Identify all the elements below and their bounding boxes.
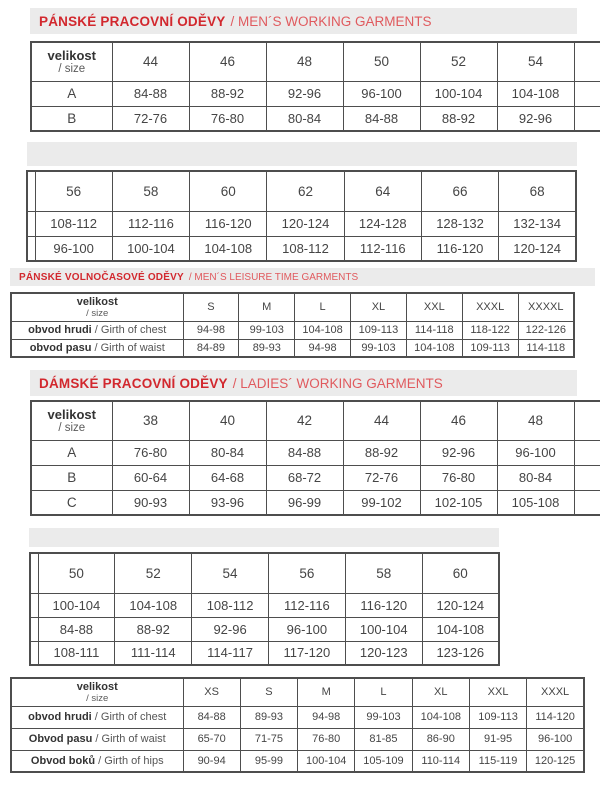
measurement-cell: 92-96 — [497, 106, 574, 131]
row-label-bold: obvod hrudi — [28, 711, 95, 723]
gray-spacer-bar-1 — [27, 142, 577, 166]
measurement-cell: 89-93 — [240, 706, 297, 728]
size-corner-cell — [31, 401, 112, 440]
size-column-header: XL — [351, 293, 407, 321]
table-header-row — [30, 553, 499, 593]
measurement-cell: 120-124 — [267, 211, 344, 236]
measurement-cell: 100-104 — [112, 236, 189, 261]
mens-working-sizes-table-2 — [26, 170, 577, 262]
size-column-header: XS — [183, 678, 240, 706]
size-column-header: 60 — [422, 553, 499, 593]
row-label-cell: B — [31, 465, 112, 490]
measurement-cell: 96-100 — [35, 236, 112, 261]
measurement-cell: 60-64 — [112, 465, 189, 490]
empty-cell — [30, 553, 38, 593]
table-data-row — [31, 81, 600, 106]
row-label-cell: B — [31, 106, 112, 131]
measurement-cell: 94-98 — [298, 706, 355, 728]
size-column-header: 50 — [343, 42, 420, 81]
ladies-working-sizes-table-2 — [29, 552, 500, 666]
measurement-cell: 96-100 — [343, 81, 420, 106]
empty-cell — [27, 236, 35, 261]
measurement-cell: 84-88 — [38, 617, 115, 641]
empty-cell — [27, 171, 35, 211]
measurement-cell: 76-80 — [298, 728, 355, 750]
size-column-header: 56 — [35, 171, 112, 211]
measurement-cell: 104-108 — [295, 321, 351, 339]
row-label-cell — [11, 728, 183, 750]
measurement-cell: 104-108 — [412, 706, 469, 728]
measurement-cell: 116-120 — [345, 593, 422, 617]
measurement-cell: 100-104 — [298, 750, 355, 772]
size-column-header: 44 — [343, 401, 420, 440]
table-data-row — [30, 593, 499, 617]
row-label-light: / Girth of hips — [98, 754, 164, 767]
gray-spacer-bar-2 — [29, 528, 499, 547]
size-column-header: 48 — [266, 42, 343, 81]
row-label-bold: obvod pasu — [29, 341, 95, 354]
ladies-working-sizes-table-2-grid — [29, 552, 500, 666]
size-column-header: XXXL — [527, 678, 584, 706]
empty-cell — [30, 617, 38, 641]
measurement-cell: 128-132 — [421, 211, 498, 236]
measurement-cell: 110-114 — [412, 750, 469, 772]
measurement-cell: 108-112 — [267, 236, 344, 261]
measurement-cell: 114-117 — [192, 641, 269, 665]
measurement-cell: 94-98 — [183, 321, 239, 339]
size-column-header: 52 — [420, 42, 497, 81]
row-label-cell: C — [31, 490, 112, 515]
size-column-header: XXXXL — [518, 293, 574, 321]
corner-label-bold: velikost — [76, 295, 118, 308]
mens-leisure-sizes-table-grid — [10, 292, 575, 358]
corner-label-bold: velikost — [47, 48, 96, 64]
size-column-header: 42 — [266, 401, 343, 440]
row-label-cell: A — [31, 81, 112, 106]
empty-cell — [574, 401, 600, 440]
table-data-row — [30, 641, 499, 665]
measurement-cell: 104-108 — [115, 593, 192, 617]
measurement-cell: 76-80 — [189, 106, 266, 131]
measurement-cell: 68-72 — [266, 465, 343, 490]
measurement-cell: 108-112 — [192, 593, 269, 617]
table-data-row — [31, 440, 600, 465]
empty-cell — [574, 106, 600, 131]
measurement-cell: 84-88 — [343, 106, 420, 131]
mens-working-sizes-table-1-grid — [30, 41, 600, 132]
row-label-cell — [11, 321, 183, 339]
corner-label-light: / size — [86, 692, 109, 704]
measurement-cell: 72-76 — [112, 106, 189, 131]
size-column-header: L — [355, 678, 412, 706]
measurement-cell: 112-116 — [344, 236, 421, 261]
measurement-cell: 117-120 — [268, 641, 345, 665]
table-header-row — [27, 171, 576, 211]
measurement-cell: 80-84 — [266, 106, 343, 131]
size-column-header: L — [295, 293, 351, 321]
measurement-cell: 99-103 — [355, 706, 412, 728]
empty-cell — [30, 593, 38, 617]
table-header-row — [31, 401, 600, 440]
measurement-cell: 123-126 — [422, 641, 499, 665]
measurement-cell: 89-93 — [239, 339, 295, 357]
measurement-cell: 76-80 — [420, 465, 497, 490]
size-column-header: S — [183, 293, 239, 321]
measurement-cell: 112-116 — [112, 211, 189, 236]
size-column-header: 54 — [497, 42, 574, 81]
size-column-header: M — [298, 678, 355, 706]
row-label-cell: A — [31, 440, 112, 465]
measurement-cell: 109-113 — [469, 706, 526, 728]
measurement-cell: 109-113 — [462, 339, 518, 357]
size-column-header: M — [239, 293, 295, 321]
ladies-working-title-bar — [30, 370, 577, 396]
row-label-cell — [11, 750, 183, 772]
corner-label-bold: velikost — [47, 407, 96, 423]
row-label-light: / Girth of chest — [94, 324, 167, 336]
measurement-cell: 84-88 — [266, 440, 343, 465]
measurement-cell: 88-92 — [343, 440, 420, 465]
row-label-light: / Girth of chest — [94, 711, 167, 723]
measurement-cell: 102-105 — [420, 490, 497, 515]
measurement-cell: 96-100 — [497, 440, 574, 465]
measurement-cell: 90-94 — [183, 750, 240, 772]
row-label-bold: obvod hrudi — [28, 324, 95, 336]
measurement-cell: 84-89 — [183, 339, 239, 357]
measurement-cell: 114-118 — [518, 339, 574, 357]
size-column-header: 50 — [38, 553, 115, 593]
mens-working-sizes-table-1 — [30, 41, 600, 132]
size-column-header: 60 — [190, 171, 267, 211]
measurement-cell: 112-116 — [268, 593, 345, 617]
measurement-cell: 76-80 — [112, 440, 189, 465]
measurement-cell: 80-84 — [189, 440, 266, 465]
measurement-cell: 92-96 — [266, 81, 343, 106]
measurement-cell: 115-119 — [469, 750, 526, 772]
size-column-header: 40 — [189, 401, 266, 440]
corner-label-light: / size — [58, 422, 86, 435]
measurement-cell: 120-125 — [527, 750, 584, 772]
size-column-header: 54 — [192, 553, 269, 593]
measurement-cell: 108-111 — [38, 641, 115, 665]
measurement-cell: 116-120 — [421, 236, 498, 261]
measurement-cell: 96-100 — [527, 728, 584, 750]
measurement-cell: 122-126 — [518, 321, 574, 339]
size-column-header: 66 — [421, 171, 498, 211]
ladies-working-sizes-table-1-grid — [30, 400, 600, 516]
size-column-header: 46 — [189, 42, 266, 81]
measurement-cell: 118-122 — [462, 321, 518, 339]
measurement-cell: 88-92 — [189, 81, 266, 106]
corner-label-light: / size — [86, 307, 109, 319]
measurement-cell: 96-100 — [268, 617, 345, 641]
ladies-working-sizes-table-1 — [30, 400, 600, 516]
row-label-cell — [11, 706, 183, 728]
size-column-header: 62 — [267, 171, 344, 211]
measurement-cell: 99-102 — [343, 490, 420, 515]
mens-leisure-title-english: / MEN´S LEISURE TIME GARMENTS — [188, 271, 359, 283]
mens-working-sizes-table-2-grid — [26, 170, 577, 262]
measurement-cell: 81-85 — [355, 728, 412, 750]
empty-cell — [27, 211, 35, 236]
ladies-working-title-english: / LADIES´ WORKING GARMENTS — [232, 375, 443, 391]
measurement-cell: 109-113 — [351, 321, 407, 339]
size-column-header: XXL — [469, 678, 526, 706]
table-data-row — [11, 321, 574, 339]
mens-leisure-title-czech: PÁNSKÉ VOLNOČASOVÉ ODĚVY — [19, 271, 184, 283]
ladies-working-title-czech: DÁMSKÉ PRACOVNÍ ODĚVY — [39, 375, 228, 391]
measurement-cell: 104-108 — [190, 236, 267, 261]
table-data-row — [30, 617, 499, 641]
measurement-cell: 86-90 — [412, 728, 469, 750]
measurement-cell: 92-96 — [420, 440, 497, 465]
measurement-cell: 88-92 — [420, 106, 497, 131]
table-data-row — [31, 465, 600, 490]
measurement-cell: 72-76 — [343, 465, 420, 490]
empty-cell — [574, 465, 600, 490]
row-label-light: / Girth of waist — [95, 733, 166, 745]
measurement-cell: 116-120 — [190, 211, 267, 236]
mens-working-title-czech: PÁNSKÉ PRACOVNÍ ODĚVY — [39, 13, 226, 29]
size-corner-cell — [31, 42, 112, 81]
size-corner-cell — [11, 293, 183, 321]
measurement-cell: 120-124 — [422, 593, 499, 617]
table-header-row — [11, 678, 584, 706]
empty-cell — [574, 490, 600, 515]
table-data-row — [27, 211, 576, 236]
measurement-cell: 91-95 — [469, 728, 526, 750]
table-header-row — [11, 293, 574, 321]
measurement-cell: 99-103 — [351, 339, 407, 357]
measurement-cell: 120-123 — [345, 641, 422, 665]
measurement-cell: 114-120 — [527, 706, 584, 728]
measurement-cell: 64-68 — [189, 465, 266, 490]
table-data-row — [11, 706, 584, 728]
measurement-cell: 105-109 — [355, 750, 412, 772]
measurement-cell: 111-114 — [115, 641, 192, 665]
measurement-cell: 100-104 — [38, 593, 115, 617]
measurement-cell: 100-104 — [345, 617, 422, 641]
measurement-cell: 95-99 — [240, 750, 297, 772]
measurement-cell: 120-124 — [499, 236, 576, 261]
size-column-header: 48 — [497, 401, 574, 440]
table-data-row — [31, 106, 600, 131]
measurement-cell: 100-104 — [420, 81, 497, 106]
measurement-cell: 96-99 — [266, 490, 343, 515]
size-column-header: 56 — [268, 553, 345, 593]
table-data-row — [27, 236, 576, 261]
size-column-header: XXL — [406, 293, 462, 321]
size-column-header: 46 — [420, 401, 497, 440]
size-column-header: 68 — [499, 171, 576, 211]
measurement-cell: 132-134 — [499, 211, 576, 236]
table-header-row — [31, 42, 600, 81]
mens-working-title-bar — [30, 8, 577, 34]
size-column-header: 52 — [115, 553, 192, 593]
measurement-cell: 80-84 — [497, 465, 574, 490]
measurement-cell: 90-93 — [112, 490, 189, 515]
empty-cell — [574, 81, 600, 106]
mens-leisure-title-bar — [10, 268, 595, 286]
empty-cell — [574, 440, 600, 465]
measurement-cell: 104-108 — [422, 617, 499, 641]
size-column-header: 58 — [112, 171, 189, 211]
mens-leisure-sizes-table — [10, 292, 575, 358]
table-data-row — [11, 750, 584, 772]
table-data-row — [11, 339, 574, 357]
measurement-cell: 114-118 — [406, 321, 462, 339]
size-column-header: 38 — [112, 401, 189, 440]
measurement-cell: 93-96 — [189, 490, 266, 515]
row-label-light: / Girth of waist — [94, 341, 165, 354]
measurement-cell: 84-88 — [112, 81, 189, 106]
measurement-cell: 65-70 — [183, 728, 240, 750]
measurement-cell: 99-103 — [239, 321, 295, 339]
row-label-cell — [11, 339, 183, 357]
size-column-header: 44 — [112, 42, 189, 81]
corner-label-light: / size — [58, 63, 86, 76]
size-column-header: 58 — [345, 553, 422, 593]
size-column-header: XL — [412, 678, 469, 706]
table-data-row — [11, 728, 584, 750]
size-column-header: XXXL — [462, 293, 518, 321]
measurement-cell: 92-96 — [192, 617, 269, 641]
measurement-cell: 108-112 — [35, 211, 112, 236]
corner-label-bold: velikost — [76, 680, 118, 693]
size-column-header: 64 — [344, 171, 421, 211]
empty-cell — [574, 42, 600, 81]
row-label-bold: Obvod boků — [30, 754, 99, 767]
measurement-cell: 104-108 — [406, 339, 462, 357]
row-label-bold: Obvod pasu — [28, 733, 96, 745]
measurement-cell: 104-108 — [497, 81, 574, 106]
table-data-row — [31, 490, 600, 515]
measurement-cell: 84-88 — [183, 706, 240, 728]
measurement-cell: 105-108 — [497, 490, 574, 515]
measurement-cell: 88-92 — [115, 617, 192, 641]
empty-cell — [30, 641, 38, 665]
mens-working-title-english: / MEN´S WORKING GARMENTS — [230, 13, 432, 29]
ladies-leisure-sizes-table-grid — [10, 677, 585, 773]
measurement-cell: 94-98 — [295, 339, 351, 357]
measurement-cell: 124-128 — [344, 211, 421, 236]
ladies-leisure-sizes-table — [10, 677, 585, 773]
size-column-header: S — [240, 678, 297, 706]
measurement-cell: 71-75 — [240, 728, 297, 750]
size-corner-cell — [11, 678, 183, 706]
